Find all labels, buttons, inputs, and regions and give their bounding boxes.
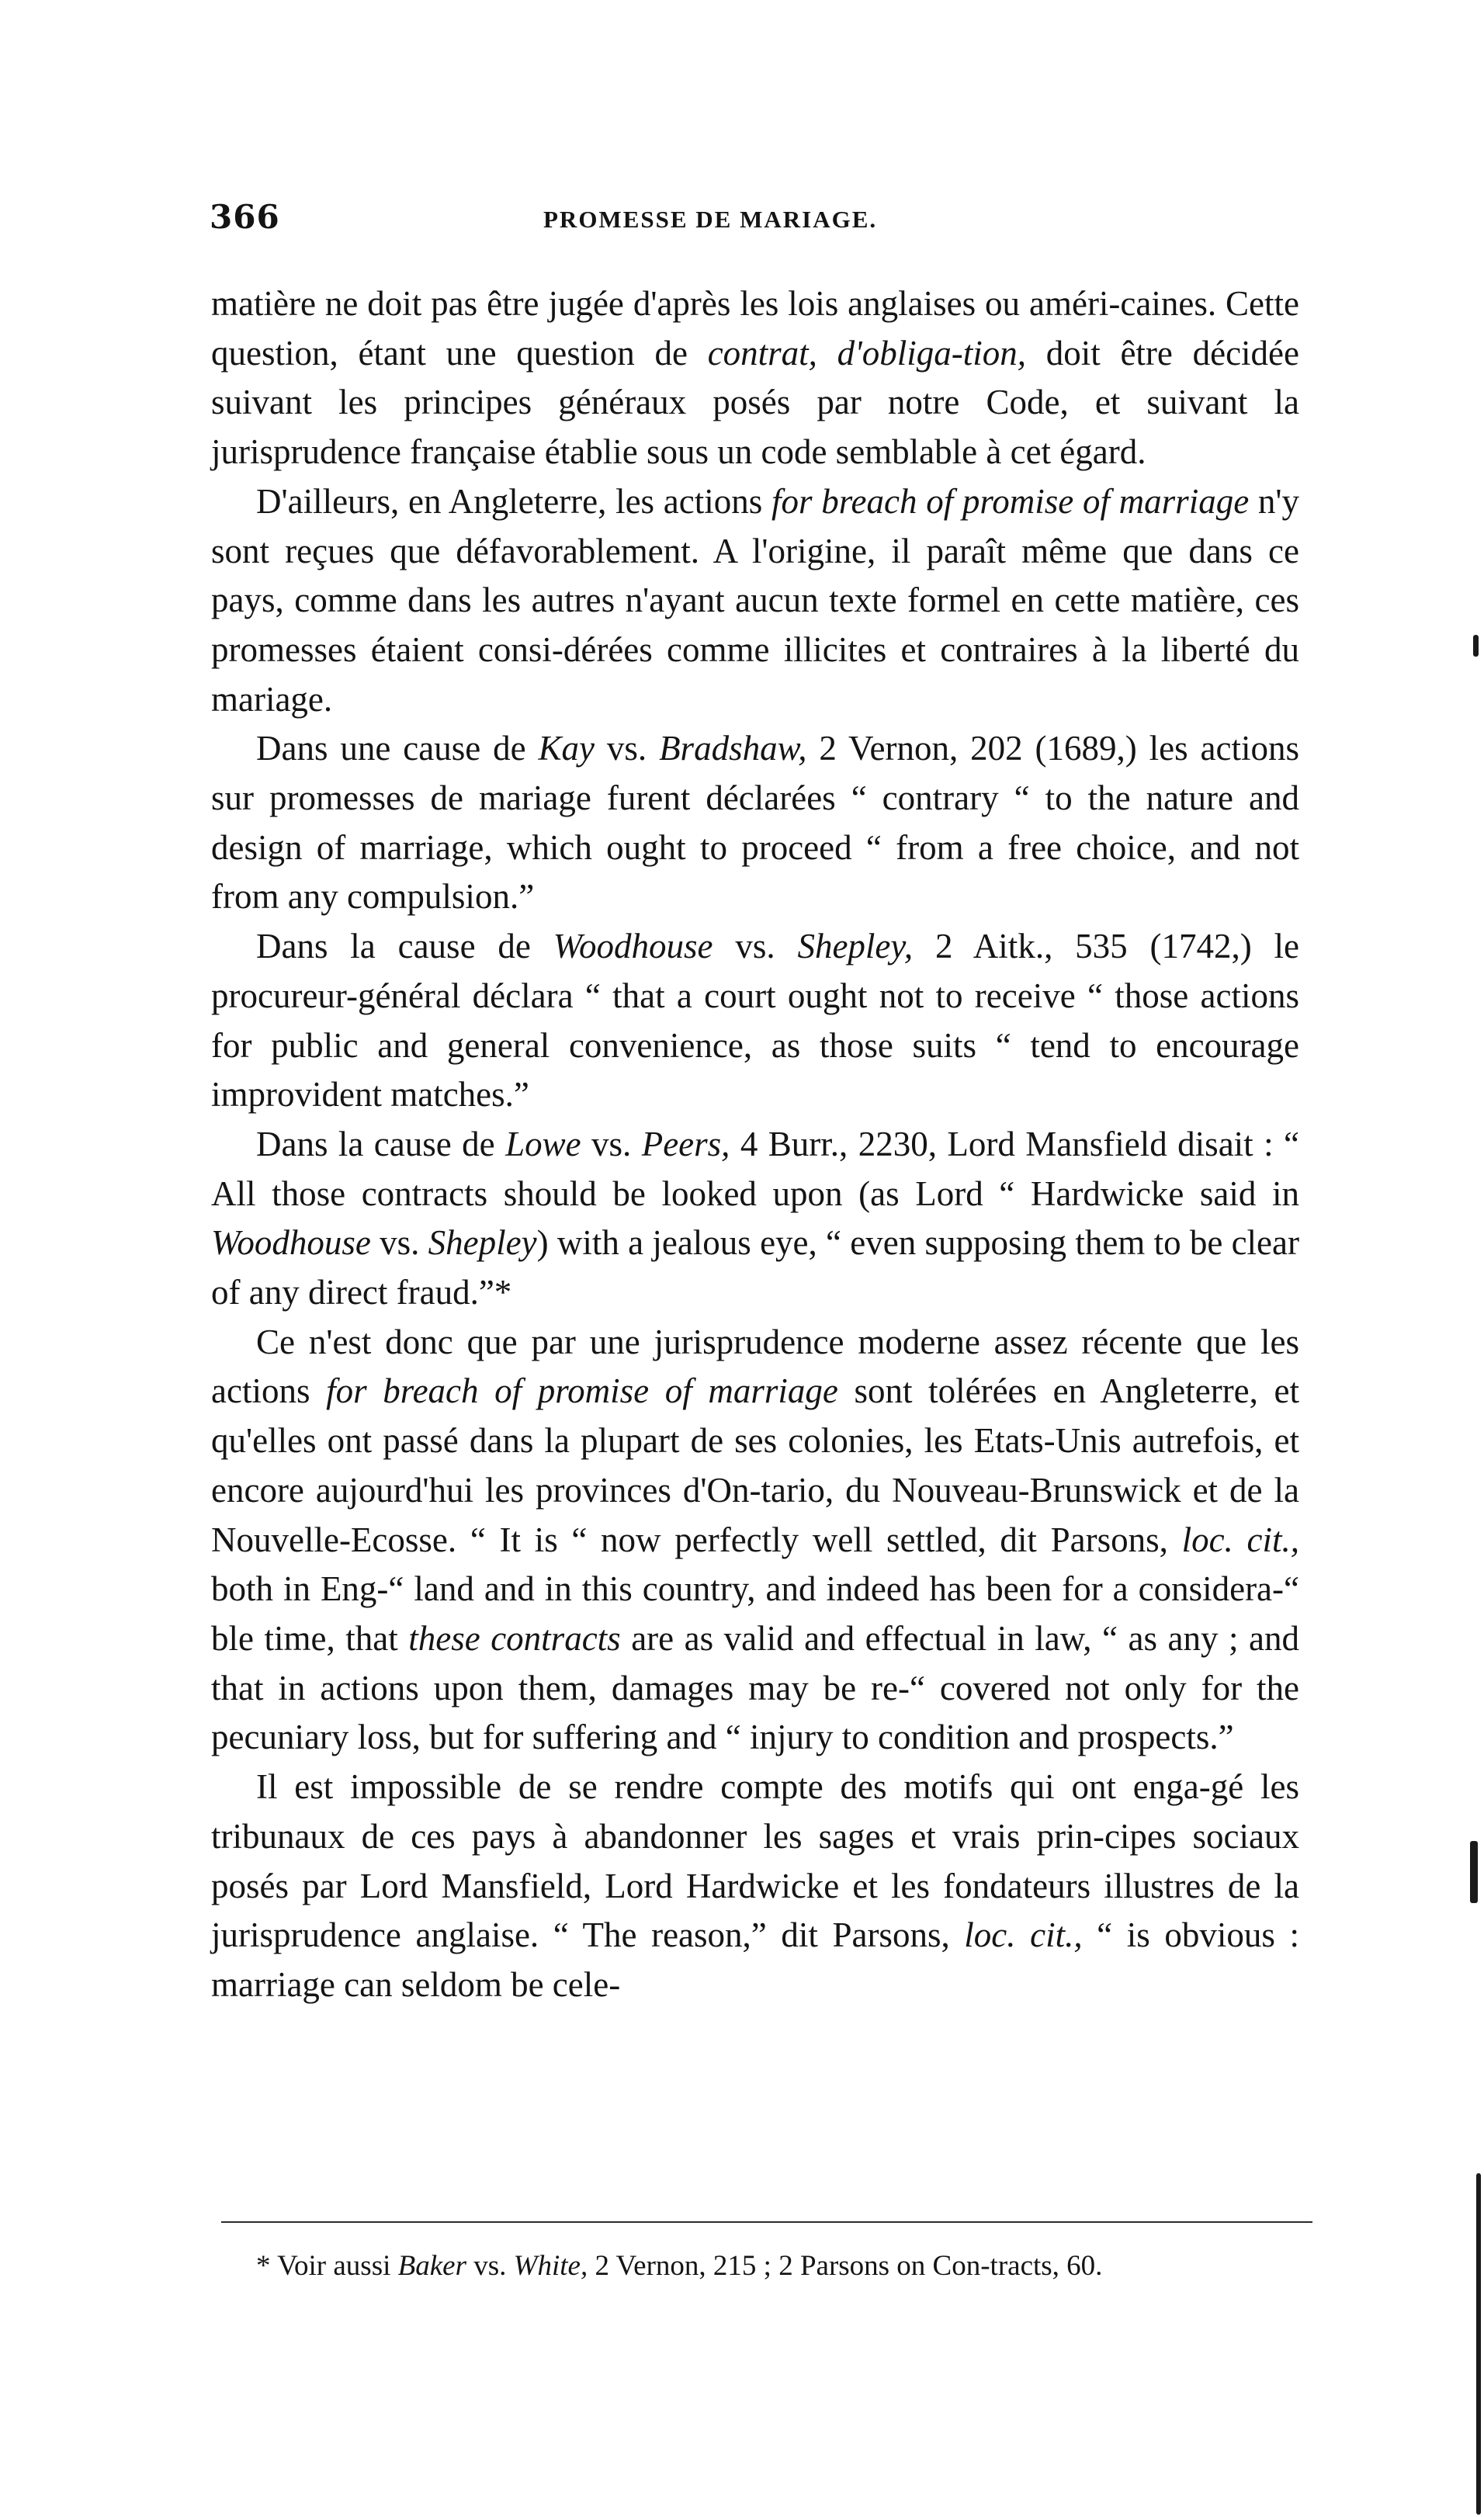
italic-text-segment: Baker xyxy=(397,2250,466,2282)
scan-speck xyxy=(1470,1841,1478,1903)
scan-speck xyxy=(1473,635,1479,657)
text-segment: vs. xyxy=(594,729,660,768)
paragraph xyxy=(211,477,1299,725)
paragraph xyxy=(211,279,1299,477)
italic-text-segment: Kay xyxy=(538,729,595,768)
text-segment: doit être décidée suivant les principes généraux posés par notre Code, et suivant la jurisprudence française établie sous un code semblable à cet égard. xyxy=(211,333,1299,472)
paragraph xyxy=(211,1120,1299,1318)
page-header xyxy=(210,198,1300,252)
paragraph xyxy=(211,922,1299,1120)
paragraph xyxy=(211,1318,1299,1763)
text-segment: ) with a jealous eye, “ even supposing them to be clear of any direct fraud.”* xyxy=(211,1223,1299,1312)
italic-text-segment: for breach of promise of marriage xyxy=(326,1371,838,1411)
text-segment: 2 Aitk., 535 (1742,) le procureur-général déclara “ that a court ought not to receive “ those actions for public and general convenience, as those suits “ tend to encourage improvident matches.” xyxy=(211,927,1299,1115)
text-segment: vs. xyxy=(581,1124,642,1163)
text-segment: “ is obvious : marriage can seldom be cele- xyxy=(211,1915,1299,2004)
text-segment: n'y sont reçues que défavorablement. A l'origine, il paraît même que dans ce pays, comme dans les autres n'ayant aucun texte formel en cette matière, ces promesses étaient consi-dérées comme illicites et contraires à la liberté du mariage. xyxy=(211,481,1300,719)
italic-text-segment: loc. cit., xyxy=(964,1915,1083,1955)
scan-speck xyxy=(1476,2173,1481,2515)
italic-text-segment: for breach of promise of marriage xyxy=(771,481,1250,521)
page-number: 366 xyxy=(210,198,280,236)
text-segment: vs. xyxy=(713,927,798,966)
text-segment: Dans la cause de xyxy=(256,927,553,966)
italic-text-segment: Bradshaw, xyxy=(659,729,807,768)
italic-text-segment: Peers, xyxy=(641,1124,730,1163)
footnote-rule xyxy=(221,2221,1312,2223)
text-segment: both in Eng-“ land and in this country, and indeed has been for a considera-“ ble time, that xyxy=(211,1569,1299,1658)
italic-text-segment: these contracts xyxy=(408,1618,621,1658)
italic-text-segment: Shepley xyxy=(428,1223,537,1263)
italic-text-segment: loc. cit., xyxy=(1181,1520,1299,1559)
text-segment: Il est impossible de se rendre compte des motifs qui ont enga-gé les tribunaux de ces pays à abandonner les sages et vrais prin-cipes sociaux posés par Lord Mansfield, Lord Hardwicke et les fondateurs illustres de la jurisprudence anglaise. “ The reason,” dit Parsons, xyxy=(211,1767,1299,1955)
text-segment: 4 Burr., 2230, Lord Mansfield disait : “ All those contracts should be looked upon (as Lord “ Hardwicke said in xyxy=(211,1124,1300,1213)
text-segment: Ce n'est donc que par une jurisprudence moderne assez récente que les actions xyxy=(211,1322,1299,1411)
paragraph xyxy=(211,1763,1299,2010)
text-segment: D'ailleurs, en Angleterre, les actions xyxy=(256,481,771,521)
footnote xyxy=(211,2244,1312,2288)
paragraph xyxy=(211,724,1299,922)
italic-text-segment: White, xyxy=(513,2250,588,2282)
italic-text-segment: Shepley, xyxy=(797,927,914,966)
text-segment: 2 Vernon, 215 ; 2 Parsons on Con-tracts, 60. xyxy=(588,2250,1103,2282)
text-segment: vs. xyxy=(466,2250,514,2282)
text-segment: Dans une cause de xyxy=(256,729,539,768)
text-segment: are as valid and effectual in law, “ as any ; and that in actions upon them, damages may be re-“ covered not only for the pecuniary loss, but for suffering and “ injury to condition and prospects.” xyxy=(211,1618,1299,1757)
text-segment: 2 Vernon, 202 (1689,) les actions sur promesses de mariage furent déclarées “ contrary “ to the nature and design of marriage, which ought to proceed “ from a free choice, and not from any compulsion.” xyxy=(211,729,1299,917)
body-text xyxy=(211,279,1299,2010)
text-segment: * Voir aussi xyxy=(256,2250,398,2282)
text-segment: vs. xyxy=(370,1223,428,1263)
text-segment: Dans la cause de xyxy=(256,1124,506,1163)
italic-text-segment: contrat, d'obliga-tion, xyxy=(707,333,1027,373)
running-title: PROMESSE DE MARIAGE. xyxy=(543,206,878,233)
italic-text-segment: Woodhouse xyxy=(211,1223,371,1263)
italic-text-segment: Woodhouse xyxy=(553,927,713,966)
text-segment: sont tolérées en Angleterre, et qu'elles ont passé dans la plupart de ses colonies, les Etats-Unis autrefois, et encore aujourd'hui les provinces d'On-tario, du Nouveau-Brunswick et de la Nouvelle-Ecosse. “ It is “ now perfectly well settled, dit Parsons, xyxy=(211,1371,1299,1559)
text-segment: matière ne doit pas être jugée d'après les lois anglaises ou améri-caines. Cette question, étant une question de xyxy=(211,284,1299,373)
footnote-text xyxy=(211,2244,1312,2288)
italic-text-segment: Lowe xyxy=(505,1124,581,1163)
